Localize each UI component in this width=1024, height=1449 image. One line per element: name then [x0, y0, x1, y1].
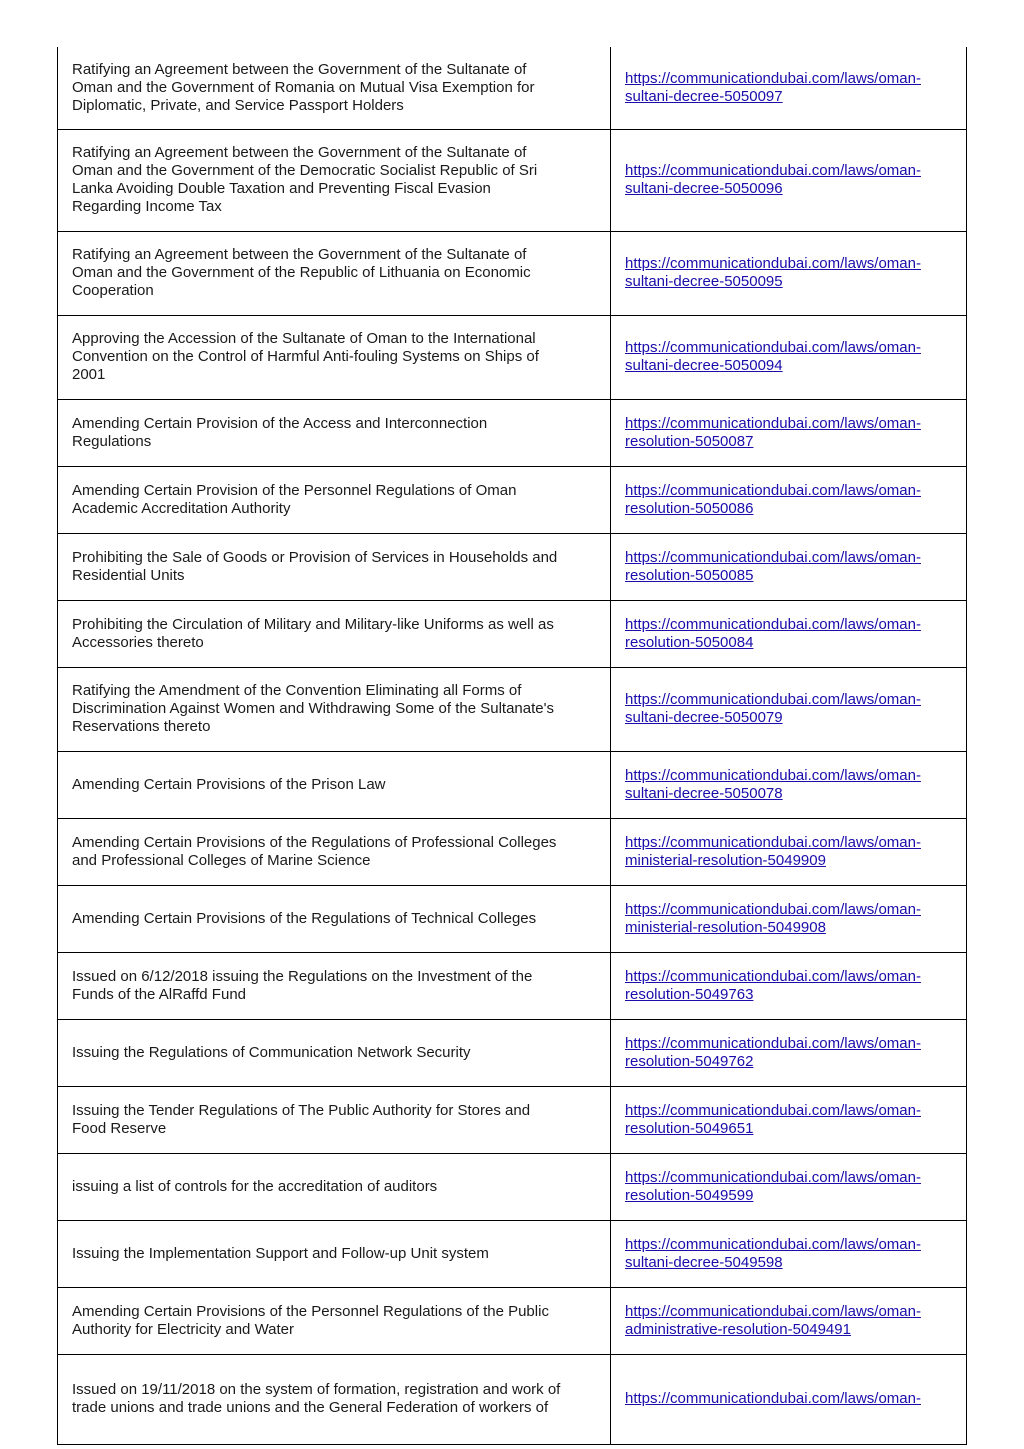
law-title — [72, 61, 592, 115]
table-row — [58, 1153, 967, 1220]
law-title-line: Issued on 6/12/2018 issuing the Regulations on the Investment of the — [72, 967, 533, 985]
law-link[interactable] — [625, 415, 954, 451]
law-link-line[interactable]: https://communicationdubai.com/laws/oman- — [625, 548, 921, 566]
law-link[interactable] — [625, 1303, 954, 1339]
law-link-line[interactable]: https://communicationdubai.com/laws/oman- — [625, 967, 921, 985]
law-title — [72, 1178, 592, 1196]
law-link-line[interactable]: resolution-5050085 — [625, 566, 754, 584]
table-row — [58, 818, 967, 885]
table-row — [58, 315, 967, 399]
law-title-cell — [58, 1153, 611, 1220]
law-title — [72, 682, 592, 736]
law-title-line: Prohibiting the Sale of Goods or Provision of Services in Households and — [72, 548, 558, 566]
law-link-line[interactable]: sultani-decree-5050079 — [625, 709, 783, 726]
law-title-line: 2001 — [72, 366, 106, 383]
law-title — [72, 1102, 592, 1138]
law-title — [72, 1303, 592, 1339]
law-link-cell — [611, 1220, 967, 1287]
law-title-line: Diplomatic, Private, and Service Passport Holders — [72, 96, 404, 114]
law-link-line[interactable]: resolution-5049762 — [625, 1052, 754, 1070]
law-title — [72, 616, 592, 652]
law-link-line[interactable]: https://communicationdubai.com/laws/oman- — [625, 1034, 921, 1052]
law-title-line: Ratifying the Amendment of the Convention Eliminating all Forms of — [72, 682, 522, 699]
law-link-cell — [611, 315, 967, 399]
law-link-line[interactable]: https://communicationdubai.com/laws/oman- — [625, 1390, 921, 1407]
law-link-line[interactable]: sultani-decree-5050096 — [625, 180, 783, 197]
law-link-line[interactable]: https://communicationdubai.com/laws/oman- — [625, 1101, 921, 1119]
law-title-line: Prohibiting the Circulation of Military and Military-like Uniforms as well as — [72, 615, 554, 633]
law-link[interactable] — [625, 691, 954, 727]
table-body — [58, 47, 967, 1444]
table-row — [58, 231, 967, 315]
law-title-cell — [58, 399, 611, 466]
law-link-line[interactable]: sultani-decree-5050078 — [625, 784, 783, 802]
law-link-line[interactable]: resolution-5050087 — [625, 432, 754, 450]
law-title-line: Amending Certain Provisions of the Prison Law — [72, 775, 386, 793]
law-link-line[interactable]: resolution-5049763 — [625, 985, 754, 1003]
law-link[interactable] — [625, 1236, 954, 1272]
law-link-cell — [611, 1086, 967, 1153]
law-link-line[interactable]: https://communicationdubai.com/laws/oman- — [625, 615, 921, 633]
law-link-cell — [611, 600, 967, 667]
law-title-cell — [58, 952, 611, 1019]
table-row — [58, 533, 967, 600]
law-title — [72, 834, 592, 870]
law-title — [72, 415, 592, 451]
law-title-cell — [58, 1019, 611, 1086]
law-title-cell — [58, 1220, 611, 1287]
law-title-cell — [58, 129, 611, 231]
law-title-line: Reservations thereto — [72, 718, 211, 735]
law-link[interactable] — [625, 767, 954, 803]
law-title-line: trade unions and trade unions and the General Federation of workers of — [72, 1399, 549, 1416]
table-row — [58, 1220, 967, 1287]
law-title — [72, 330, 592, 384]
law-title — [72, 910, 592, 928]
law-link[interactable] — [625, 162, 954, 198]
table-row — [58, 751, 967, 818]
table-row — [58, 1354, 967, 1444]
law-title-line: Ratifying an Agreement between the Government of the Sultanate of — [72, 246, 527, 263]
law-link[interactable] — [625, 255, 954, 291]
law-title-cell — [58, 1354, 611, 1444]
law-title-line: Accessories thereto — [72, 633, 204, 651]
law-link[interactable] — [625, 549, 954, 585]
law-link-line[interactable]: resolution-5049651 — [625, 1119, 754, 1137]
law-title-line: Amending Certain Provision of the Access and Interconnection — [72, 414, 488, 432]
law-link-line[interactable]: ministerial-resolution-5049908 — [625, 918, 826, 936]
law-title-cell — [58, 667, 611, 751]
law-title-line: Ratifying an Agreement between the Government of the Sultanate of — [72, 60, 527, 78]
law-title — [72, 246, 592, 300]
law-link-cell — [611, 1287, 967, 1354]
table-row — [58, 129, 967, 231]
law-link-cell — [611, 399, 967, 466]
table-row — [58, 47, 967, 129]
law-title-line: Academic Accreditation Authority — [72, 499, 291, 517]
law-title — [72, 1381, 592, 1417]
law-title-line: issuing a list of controls for the accreditation of auditors — [72, 1177, 438, 1195]
law-link-line[interactable]: ministerial-resolution-5049909 — [625, 851, 826, 869]
law-link-line[interactable]: administrative-resolution-5049491 — [625, 1320, 851, 1338]
table-row — [58, 667, 967, 751]
law-link-line[interactable]: sultani-decree-5049598 — [625, 1253, 783, 1271]
law-title-cell — [58, 600, 611, 667]
law-title-line: Lanka Avoiding Double Taxation and Preventing Fiscal Evasion — [72, 180, 491, 197]
law-link-cell — [611, 533, 967, 600]
law-title-line: Issued on 19/11/2018 on the system of formation, registration and work of — [72, 1381, 561, 1398]
law-title-cell — [58, 1287, 611, 1354]
law-link[interactable] — [625, 482, 954, 518]
table-row — [58, 399, 967, 466]
law-title-cell — [58, 466, 611, 533]
law-title-cell — [58, 533, 611, 600]
law-link-cell — [611, 818, 967, 885]
law-link-line[interactable]: resolution-5050084 — [625, 633, 754, 651]
law-link-line[interactable]: resolution-5050086 — [625, 499, 754, 517]
law-link-cell — [611, 952, 967, 1019]
law-title-line: Amending Certain Provision of the Personnel Regulations of Oman — [72, 481, 517, 499]
law-link-line[interactable]: https://communicationdubai.com/laws/oman- — [625, 1302, 921, 1320]
law-title-line: Amending Certain Provisions of the Regulations of Professional Colleges — [72, 833, 557, 851]
law-title-line: Residential Units — [72, 566, 185, 584]
law-title-cell — [58, 885, 611, 952]
law-link-line[interactable]: https://communicationdubai.com/laws/oman- — [625, 162, 921, 179]
table-row — [58, 600, 967, 667]
law-link-line[interactable]: https://communicationdubai.com/laws/oman- — [625, 900, 921, 918]
law-link-line[interactable]: https://communicationdubai.com/laws/oman- — [625, 691, 921, 708]
law-link[interactable] — [625, 1035, 954, 1071]
law-title-line: and Professional Colleges of Marine Science — [72, 851, 371, 869]
law-link-cell — [611, 1019, 967, 1086]
law-link[interactable] — [625, 1102, 954, 1138]
document-page — [57, 47, 967, 1416]
law-title-line: Oman and the Government of the Democratic Socialist Republic of Sri — [72, 162, 538, 179]
law-link-line[interactable]: https://communicationdubai.com/laws/oman- — [625, 833, 921, 851]
law-title-line: Oman and the Government of the Republic of Lithuania on Economic — [72, 264, 531, 281]
law-title-line: Oman and the Government of Romania on Mutual Visa Exemption for — [72, 78, 535, 96]
law-link-line[interactable]: sultani-decree-5050095 — [625, 273, 783, 290]
table-row — [58, 885, 967, 952]
law-link-line[interactable]: https://communicationdubai.com/laws/oman- — [625, 481, 921, 499]
table-row — [58, 466, 967, 533]
law-title-cell — [58, 818, 611, 885]
law-title-line: Ratifying an Agreement between the Government of the Sultanate of — [72, 144, 527, 161]
law-link-cell — [611, 466, 967, 533]
law-link[interactable] — [625, 834, 954, 870]
law-link[interactable] — [625, 1169, 954, 1205]
law-title — [72, 549, 592, 585]
law-link-cell — [611, 231, 967, 315]
law-link-line[interactable]: https://communicationdubai.com/laws/oman- — [625, 766, 921, 784]
law-title-line: Food Reserve — [72, 1119, 167, 1137]
law-link[interactable] — [625, 1390, 954, 1408]
law-link-line[interactable]: https://communicationdubai.com/laws/oman- — [625, 339, 921, 356]
law-title-line: Regarding Income Tax — [72, 198, 222, 215]
law-title — [72, 144, 592, 216]
law-title-line: Issuing the Implementation Support and Follow-up Unit system — [72, 1244, 489, 1262]
law-title-line: Amending Certain Provisions of the Personnel Regulations of the Public — [72, 1302, 549, 1320]
table-row — [58, 1287, 967, 1354]
law-link[interactable] — [625, 901, 954, 937]
table-row — [58, 1086, 967, 1153]
law-link-line[interactable]: sultani-decree-5050094 — [625, 357, 783, 374]
law-title — [72, 776, 592, 794]
law-title — [72, 968, 592, 1004]
law-link[interactable] — [625, 339, 954, 375]
law-link-line[interactable]: https://communicationdubai.com/laws/oman- — [625, 69, 921, 87]
law-title — [72, 1245, 592, 1263]
law-title-line: Issuing the Tender Regulations of The Public Authority for Stores and — [72, 1101, 531, 1119]
law-link-line[interactable]: https://communicationdubai.com/laws/oman- — [625, 1235, 921, 1253]
law-title — [72, 482, 592, 518]
law-link-cell — [611, 885, 967, 952]
law-link-cell — [611, 47, 967, 129]
law-title-line: Regulations — [72, 432, 152, 450]
law-link-cell — [611, 129, 967, 231]
law-title-line: Authority for Electricity and Water — [72, 1320, 295, 1338]
law-link[interactable] — [625, 70, 954, 106]
law-link-line[interactable]: https://communicationdubai.com/laws/oman- — [625, 255, 921, 272]
law-title — [72, 1044, 592, 1062]
law-title-line: Convention on the Control of Harmful Anti-fouling Systems on Ships of — [72, 348, 539, 365]
law-title-line: Funds of the AlRaffd Fund — [72, 985, 247, 1003]
law-link[interactable] — [625, 616, 954, 652]
law-link-cell — [611, 751, 967, 818]
law-link-line[interactable]: sultani-decree-5050097 — [625, 87, 783, 105]
law-link-cell — [611, 1354, 967, 1444]
law-link-cell — [611, 667, 967, 751]
laws-table — [57, 47, 967, 1445]
law-link-line[interactable]: resolution-5049599 — [625, 1186, 754, 1204]
law-title-cell — [58, 751, 611, 818]
table-row — [58, 952, 967, 1019]
law-link[interactable] — [625, 968, 954, 1004]
law-title-line: Discrimination Against Women and Withdrawing Some of the Sultanate's — [72, 700, 554, 717]
law-title-cell — [58, 231, 611, 315]
law-title-line: Cooperation — [72, 282, 154, 299]
law-link-cell — [611, 1153, 967, 1220]
law-title-cell — [58, 315, 611, 399]
law-title-line: Amending Certain Provisions of the Regulations of Technical Colleges — [72, 909, 537, 927]
law-link-line[interactable]: https://communicationdubai.com/laws/oman- — [625, 1168, 921, 1186]
table-row — [58, 1019, 967, 1086]
law-title-line: Issuing the Regulations of Communication Network Security — [72, 1043, 471, 1061]
law-title-cell — [58, 1086, 611, 1153]
law-link-line[interactable]: https://communicationdubai.com/laws/oman- — [625, 414, 921, 432]
law-title-cell — [58, 47, 611, 129]
law-title-line: Approving the Accession of the Sultanate of Oman to the International — [72, 330, 536, 347]
